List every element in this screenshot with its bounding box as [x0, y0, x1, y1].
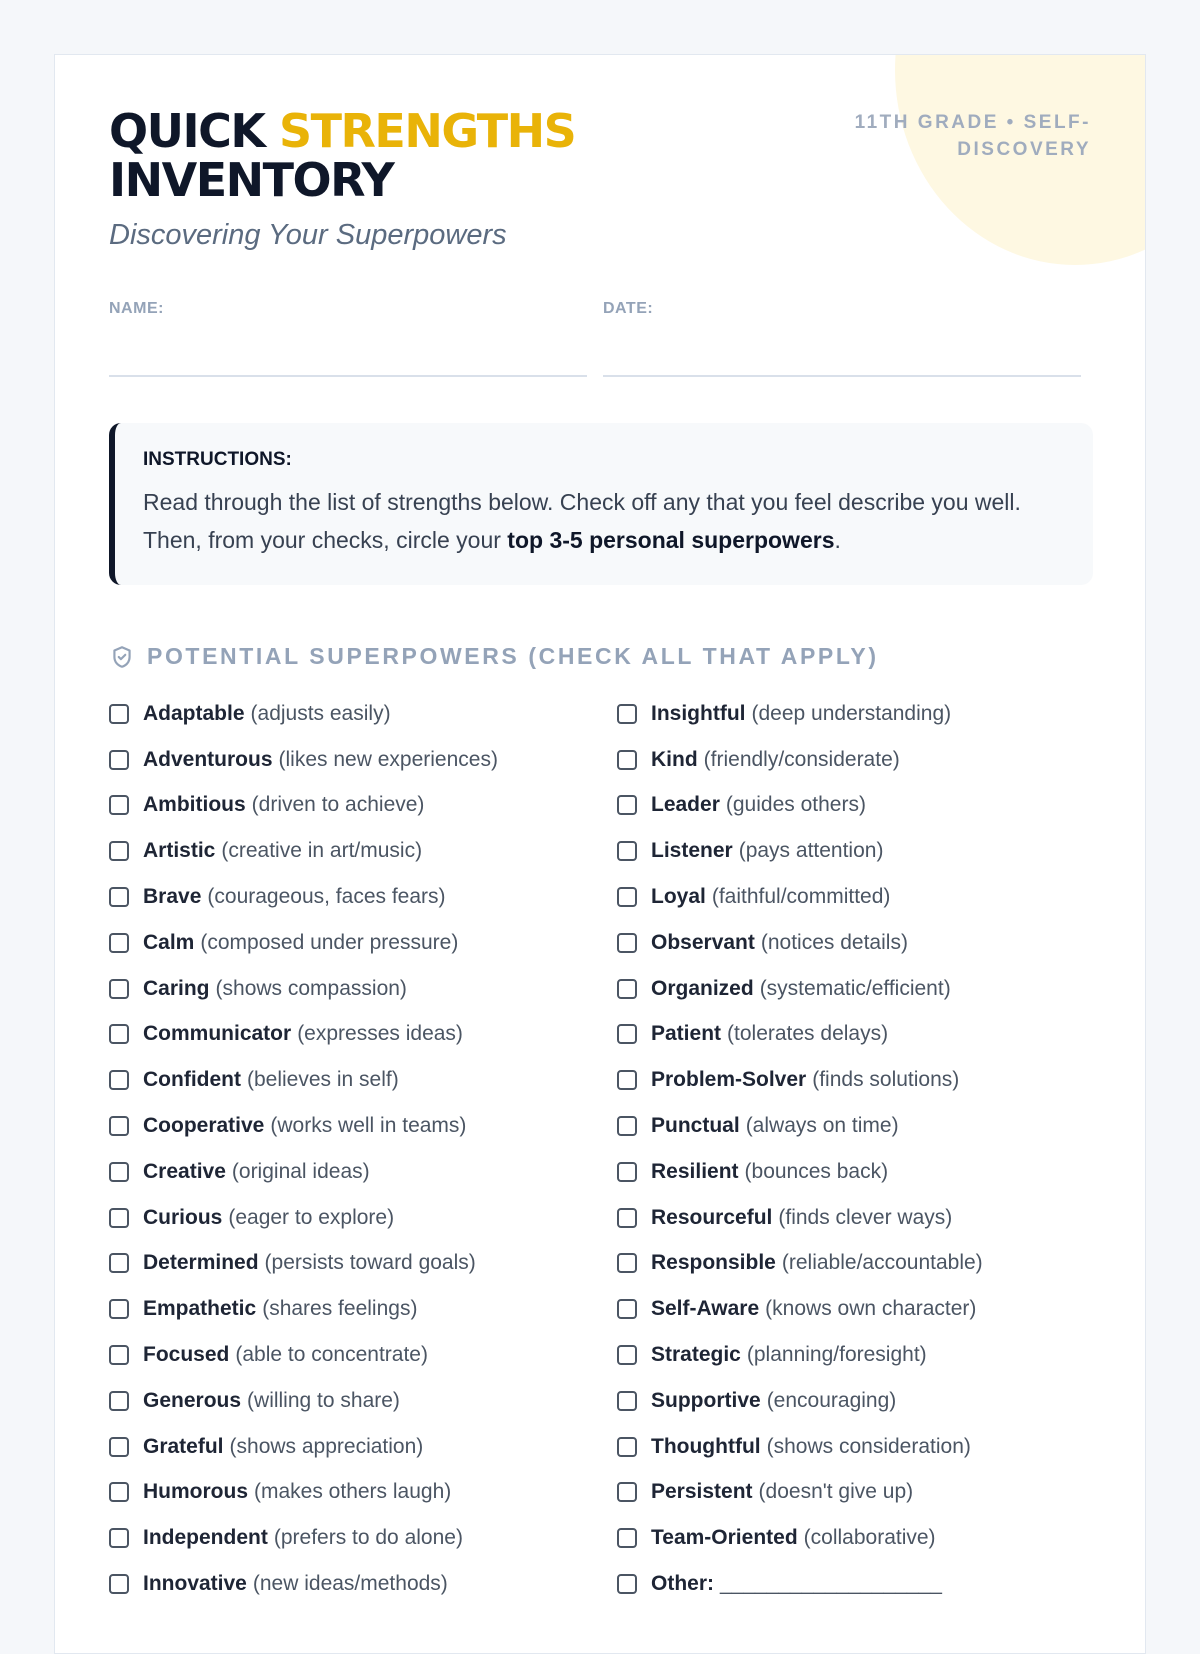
strength-item[interactable] — [617, 1332, 983, 1378]
section-title: POTENTIAL SUPERPOWERS (CHECK ALL THAT APPLY) — [147, 643, 879, 669]
strength-description: (creative in art/music) — [221, 839, 423, 863]
strength-name: Thoughtful — [651, 1434, 761, 1458]
strength-name: Adventurous — [143, 747, 273, 771]
strength-checkbox[interactable] — [617, 1437, 637, 1457]
strength-item[interactable] — [109, 1012, 498, 1058]
strengths-list-left — [109, 691, 498, 1607]
instructions-box — [109, 423, 1093, 585]
strength-description: (faithful/committed) — [711, 885, 891, 909]
strength-name: Determined — [143, 1251, 259, 1275]
strength-description: (expresses ideas) — [297, 1022, 463, 1046]
strength-checkbox[interactable] — [617, 1574, 637, 1594]
strength-description: (deep understanding) — [751, 701, 952, 725]
strength-name: Listener — [651, 839, 733, 863]
strength-checkbox[interactable] — [109, 1024, 129, 1044]
strength-name: Resourceful — [651, 1205, 773, 1229]
strength-item[interactable] — [617, 1378, 983, 1424]
strength-description: (likes new experiences) — [278, 747, 498, 771]
instructions-heading: INSTRUCTIONS: — [143, 449, 292, 470]
strength-checkbox[interactable] — [109, 1345, 129, 1365]
strength-checkbox[interactable] — [109, 1208, 129, 1228]
strength-name: Organized — [651, 976, 754, 1000]
strength-description: (knows own character) — [765, 1297, 977, 1321]
strength-description: (collaborative) — [803, 1526, 936, 1550]
strength-description: (finds solutions) — [812, 1068, 960, 1092]
strength-name: Generous — [143, 1388, 242, 1412]
strength-name: Persistent — [651, 1480, 753, 1504]
section-header — [109, 643, 879, 670]
strength-checkbox[interactable] — [109, 704, 129, 724]
strength-checkbox[interactable] — [109, 887, 129, 907]
grade-tag: 11TH GRADE • SELF-DISCOVERY — [854, 112, 1091, 160]
strength-checkbox[interactable] — [617, 1345, 637, 1365]
strength-item[interactable] — [109, 1561, 498, 1607]
instructions-text-end: . — [834, 527, 841, 553]
strength-name: Brave — [143, 885, 202, 909]
strength-name: Confident — [143, 1068, 241, 1092]
strength-description: (driven to achieve) — [251, 793, 425, 817]
strength-name: Ambitious — [143, 793, 246, 817]
title-part-2: INVENTORY — [109, 153, 394, 207]
strength-item[interactable] — [109, 1515, 498, 1561]
strength-name: Independent — [143, 1526, 268, 1550]
strength-checkbox[interactable] — [109, 1116, 129, 1136]
strength-item[interactable] — [617, 966, 983, 1012]
instructions-text-start: Read through the list of strengths below. Check off any that you feel describe you well. Then, from your checks, circle your — [143, 489, 1021, 553]
strength-item[interactable] — [617, 1286, 983, 1332]
strength-name: Empathetic — [143, 1297, 257, 1321]
strength-item[interactable] — [617, 920, 983, 966]
strength-name: Responsible — [651, 1251, 776, 1275]
strength-name: Communicator — [143, 1022, 292, 1046]
strength-item[interactable] — [617, 1424, 983, 1470]
strength-description: (doesn't give up) — [758, 1480, 914, 1504]
strength-name: Calm — [143, 930, 195, 954]
strength-item[interactable] — [109, 1149, 498, 1195]
strength-description: (prefers to do alone) — [273, 1526, 463, 1550]
strength-item[interactable] — [617, 1149, 983, 1195]
strength-item[interactable] — [109, 966, 498, 1012]
strength-item[interactable] — [617, 828, 983, 874]
strength-checkbox[interactable] — [617, 979, 637, 999]
strength-description: (eager to explore) — [228, 1205, 395, 1229]
strength-description: (notices details) — [760, 930, 908, 954]
strength-checkbox[interactable] — [617, 841, 637, 861]
strength-name: Focused — [143, 1343, 230, 1367]
strength-description: (pays attention) — [738, 839, 884, 863]
date-label: DATE: — [603, 300, 654, 317]
strength-name: Strategic — [651, 1343, 741, 1367]
strength-checkbox[interactable] — [617, 1070, 637, 1090]
strength-name: Resilient — [651, 1159, 739, 1183]
strength-checkbox[interactable] — [617, 1024, 637, 1044]
strength-item[interactable] — [617, 1470, 983, 1516]
strength-checkbox[interactable] — [617, 750, 637, 770]
strength-checkbox[interactable] — [109, 1070, 129, 1090]
strength-description: (adjusts easily) — [250, 701, 391, 725]
strength-name: Kind — [651, 747, 698, 771]
strength-checkbox[interactable] — [109, 1391, 129, 1411]
strength-item[interactable] — [109, 1241, 498, 1287]
strength-item[interactable] — [109, 1057, 498, 1103]
strength-checkbox[interactable] — [109, 1162, 129, 1182]
strength-checkbox[interactable] — [109, 1253, 129, 1273]
strength-item[interactable] — [617, 1241, 983, 1287]
strength-checkbox[interactable] — [617, 1391, 637, 1411]
strength-item[interactable] — [617, 1057, 983, 1103]
strength-name: Loyal — [651, 885, 706, 909]
strength-item[interactable] — [617, 1012, 983, 1058]
strength-checkbox[interactable] — [109, 750, 129, 770]
strength-description: (finds clever ways) — [778, 1205, 953, 1229]
strength-item[interactable] — [109, 691, 498, 737]
page-subtitle: Discovering Your Superpowers — [109, 219, 507, 251]
strength-checkbox[interactable] — [617, 1299, 637, 1319]
strength-description: (always on time) — [745, 1114, 899, 1138]
strength-item[interactable] — [109, 1424, 498, 1470]
strength-checkbox[interactable] — [617, 933, 637, 953]
strength-description: (encouraging) — [766, 1388, 897, 1412]
strength-name: Punctual — [651, 1114, 740, 1138]
instructions-text-emphasis: top 3-5 personal superpowers — [507, 527, 835, 553]
strength-checkbox[interactable] — [109, 1482, 129, 1502]
strength-description: (able to concentrate) — [235, 1343, 428, 1367]
strength-description: (works well in teams) — [270, 1114, 467, 1138]
strength-checkbox[interactable] — [617, 1116, 637, 1136]
strength-name: Curious — [143, 1205, 223, 1229]
strength-item[interactable] — [109, 828, 498, 874]
strength-checkbox[interactable] — [109, 1528, 129, 1548]
date-field[interactable] — [603, 351, 1081, 377]
strength-name: Other: — [651, 1572, 714, 1596]
strength-name: Supportive — [651, 1388, 761, 1412]
strength-name: Caring — [143, 976, 210, 1000]
strength-item[interactable] — [617, 737, 983, 783]
strength-description: (friendly/considerate) — [703, 747, 900, 771]
strength-name: Insightful — [651, 701, 746, 725]
strength-name: Innovative — [143, 1572, 247, 1596]
strengths-list-right — [617, 691, 983, 1607]
strength-checkbox[interactable] — [617, 887, 637, 907]
strength-item[interactable] — [617, 1515, 983, 1561]
strength-description: (original ideas) — [231, 1159, 370, 1183]
strength-description: (believes in self) — [246, 1068, 399, 1092]
strength-item[interactable] — [617, 1195, 983, 1241]
strength-checkbox[interactable] — [109, 1574, 129, 1594]
strength-item[interactable] — [109, 1286, 498, 1332]
strength-item[interactable] — [109, 737, 498, 783]
title-accent: STRENGTHS — [279, 104, 576, 158]
strength-checkbox[interactable] — [617, 1208, 637, 1228]
strength-name: Observant — [651, 930, 755, 954]
strength-item[interactable] — [109, 783, 498, 829]
strength-checkbox[interactable] — [109, 979, 129, 999]
strength-name: Creative — [143, 1159, 226, 1183]
strength-name: Patient — [651, 1022, 722, 1046]
strength-item[interactable] — [109, 1103, 498, 1149]
strength-description: ___________________ — [720, 1572, 942, 1596]
strength-item[interactable] — [109, 1195, 498, 1241]
strength-item[interactable] — [109, 1470, 498, 1516]
shield-check-icon — [109, 644, 135, 670]
strength-checkbox[interactable] — [109, 1299, 129, 1319]
strength-checkbox[interactable] — [617, 1482, 637, 1502]
strength-description: (planning/foresight) — [746, 1343, 927, 1367]
title-part-1: QUICK — [109, 104, 279, 158]
strength-description: (willing to share) — [247, 1388, 400, 1412]
strength-name: Adaptable — [143, 701, 245, 725]
strength-description: (makes others laugh) — [254, 1480, 452, 1504]
page-title — [109, 104, 669, 207]
strength-description: (new ideas/methods) — [252, 1572, 448, 1596]
strength-name: Artistic — [143, 839, 216, 863]
strength-checkbox[interactable] — [617, 1528, 637, 1548]
strength-checkbox[interactable] — [109, 795, 129, 815]
strength-description: (tolerates delays) — [727, 1022, 889, 1046]
strength-item[interactable] — [617, 691, 983, 737]
name-field[interactable] — [109, 351, 587, 377]
strength-item[interactable] — [109, 920, 498, 966]
strength-description: (composed under pressure) — [200, 930, 459, 954]
strength-name: Leader — [651, 793, 720, 817]
strength-description: (shares feelings) — [262, 1297, 418, 1321]
strength-name: Cooperative — [143, 1114, 265, 1138]
strength-description: (reliable/accountable) — [781, 1251, 983, 1275]
strength-name: Problem-Solver — [651, 1068, 807, 1092]
strength-description: (courageous, faces fears) — [207, 885, 446, 909]
instructions-text — [143, 483, 1063, 559]
strength-checkbox[interactable] — [617, 795, 637, 815]
worksheet-page — [54, 54, 1146, 1654]
strength-item[interactable] — [617, 783, 983, 829]
strength-name: Grateful — [143, 1434, 224, 1458]
strength-name: Humorous — [143, 1480, 248, 1504]
strength-item[interactable] — [617, 1561, 983, 1607]
name-label: NAME: — [109, 300, 164, 317]
strength-item[interactable] — [109, 1332, 498, 1378]
strength-description: (persists toward goals) — [264, 1251, 476, 1275]
strength-checkbox[interactable] — [109, 1437, 129, 1457]
strength-item[interactable] — [617, 1103, 983, 1149]
strength-description: (systematic/efficient) — [759, 976, 951, 1000]
strength-description: (shows appreciation) — [229, 1434, 424, 1458]
strength-checkbox[interactable] — [109, 841, 129, 861]
strength-item[interactable] — [109, 874, 498, 920]
strength-checkbox[interactable] — [617, 704, 637, 724]
strength-item[interactable] — [109, 1378, 498, 1424]
strength-checkbox[interactable] — [617, 1162, 637, 1182]
strength-name: Self-Aware — [651, 1297, 760, 1321]
strength-item[interactable] — [617, 874, 983, 920]
strength-description: (guides others) — [725, 793, 866, 817]
strength-description: (bounces back) — [744, 1159, 889, 1183]
strength-checkbox[interactable] — [617, 1253, 637, 1273]
strength-checkbox[interactable] — [109, 933, 129, 953]
strength-description: (shows compassion) — [215, 976, 407, 1000]
strength-description: (shows consideration) — [766, 1434, 971, 1458]
strength-name: Team-Oriented — [651, 1526, 798, 1550]
